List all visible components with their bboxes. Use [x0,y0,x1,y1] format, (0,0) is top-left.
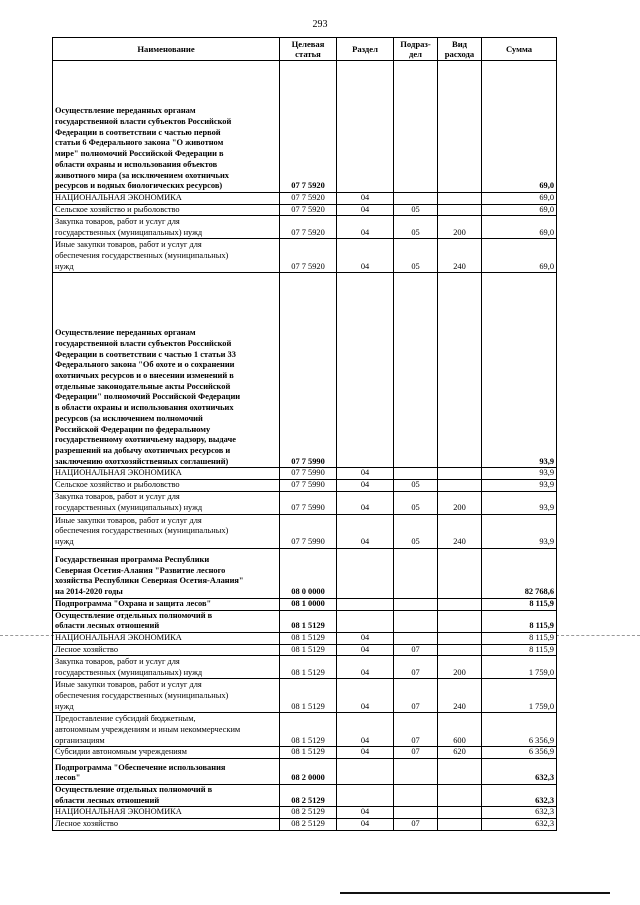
row-sum: 69,0 [482,204,557,216]
row-sum: 93,9 [482,480,557,492]
table-row [53,610,557,632]
row-name: НАЦИОНАЛЬНАЯ ЭКОНОМИКА [53,632,280,644]
row-sum: 69,0 [482,239,557,273]
table-row [53,819,557,831]
row-name: Предоставление субсидий бюджетным, автономным учреждениям и иным некоммерческим организациям [53,713,280,747]
header-name: Наименование [53,38,280,61]
row-subsection [394,468,438,480]
row-name: Иные закупки товаров, работ и услуг для обеспечения государственных (муниципальных) нужд [53,679,280,713]
row-name: Закупка товаров, работ и услуг для государственных (муниципальных) нужд [53,491,280,514]
row-section [337,61,394,193]
row-sum: 1 759,0 [482,679,557,713]
row-sum: 6 356,9 [482,713,557,747]
row-section: 04 [337,204,394,216]
row-subsection: 07 [394,747,438,759]
row-sum: 69,0 [482,193,557,205]
row-target-article: 07 7 5920 [280,204,337,216]
row-section [337,759,394,785]
row-section [337,785,394,807]
row-sum: 6 356,9 [482,747,557,759]
row-name: Подпрограмма "Охрана и защита лесов" [53,598,280,610]
row-sum: 93,9 [482,273,557,468]
row-sum: 8 115,9 [482,610,557,632]
row-expense-kind: 620 [438,747,482,759]
row-target-article: 08 1 5129 [280,713,337,747]
row-name: Закупка товаров, работ и услуг для государственных (муниципальных) нужд [53,216,280,239]
header-target-article: Целевая статья [280,38,337,61]
table-row [53,216,557,239]
row-sum: 632,3 [482,785,557,807]
row-expense-kind [438,468,482,480]
row-subsection [394,610,438,632]
row-name: НАЦИОНАЛЬНАЯ ЭКОНОМИКА [53,807,280,819]
header-expense-kind: Вид расхода [438,38,482,61]
page-number: 293 [312,19,328,30]
row-name: Подпрограмма "Обеспечение использования лесов" [53,759,280,785]
row-name: Осуществление отдельных полномочий в области лесных отношений [53,610,280,632]
table-row [53,239,557,273]
table-row [53,759,557,785]
row-section: 04 [337,656,394,679]
row-expense-kind: 600 [438,713,482,747]
row-target-article: 07 7 5920 [280,239,337,273]
table-row [53,644,557,656]
row-sum: 69,0 [482,216,557,239]
row-expense-kind [438,807,482,819]
row-name: Субсидии автономным учреждениям [53,747,280,759]
row-subsection: 05 [394,204,438,216]
row-expense-kind [438,548,482,598]
row-target-article: 08 1 5129 [280,632,337,644]
row-target-article: 07 7 5990 [280,273,337,468]
row-section: 04 [337,514,394,548]
table-row [53,598,557,610]
row-name: Сельское хозяйство и рыболовство [53,204,280,216]
header-sum: Сумма [482,38,557,61]
table-row [53,548,557,598]
row-expense-kind [438,644,482,656]
row-expense-kind: 240 [438,679,482,713]
row-subsection [394,548,438,598]
table-row [53,807,557,819]
row-sum: 632,3 [482,819,557,831]
header-subsection: Подраз- дел [394,38,438,61]
row-expense-kind: 240 [438,239,482,273]
row-sum: 93,9 [482,514,557,548]
row-target-article: 07 7 5990 [280,480,337,492]
row-name: Иные закупки товаров, работ и услуг для обеспечения государственных (муниципальных) нужд [53,239,280,273]
row-subsection [394,193,438,205]
row-name: Осуществление отдельных полномочий в области лесных отношений [53,785,280,807]
row-subsection: 05 [394,239,438,273]
row-section [337,598,394,610]
row-expense-kind [438,785,482,807]
row-target-article: 08 2 5129 [280,785,337,807]
table-row [53,785,557,807]
row-sum: 8 115,9 [482,644,557,656]
row-target-article: 08 1 5129 [280,644,337,656]
row-subsection: 05 [394,514,438,548]
row-target-article: 07 7 5990 [280,468,337,480]
row-subsection: 05 [394,480,438,492]
table-row [53,193,557,205]
row-expense-kind [438,598,482,610]
row-section: 04 [337,644,394,656]
table-row [53,468,557,480]
row-target-article: 08 2 5129 [280,819,337,831]
row-name: Сельское хозяйство и рыболовство [53,480,280,492]
row-target-article: 08 1 5129 [280,747,337,759]
row-name: Осуществление переданных органам государственной власти субъектов Российской Федерации в соответствии с частью 1 статьи 33 Федерального закона "Об охоте и о сохранении охотничьих ресурсов и о внесении изменений в отдельные законодательные акты Российской Федерации" полномочий Российской Федерации в области охраны и использования охотничьих ресурсов (за исключением полномочий Российской Федерации по федеральному государственному охотничьему надзору, выдаче разрешений на добычу охотничьих ресурсов и заключению охотхозяйственных соглашений) [53,273,280,468]
row-name: Осуществление переданных органам государственной власти субъектов Российской Федерации в соответствии с частью первой статьи 6 Федерального закона "О животном мире" полномочий Российской Федерации в области охраны и использования объектов животного мира (за исключением охотничьих ресурсов и водных биологических ресурсов) [53,61,280,193]
row-sum: 632,3 [482,759,557,785]
table-row [53,679,557,713]
table-row [53,491,557,514]
table-header-row [53,38,557,61]
row-target-article: 08 1 0000 [280,598,337,610]
header-section: Раздел [337,38,394,61]
row-section: 04 [337,480,394,492]
row-target-article: 07 7 5920 [280,193,337,205]
row-subsection [394,785,438,807]
row-target-article: 08 2 5129 [280,807,337,819]
row-name: Лесное хозяйство [53,819,280,831]
budget-table [52,37,557,831]
row-section: 04 [337,679,394,713]
row-expense-kind [438,61,482,193]
row-expense-kind: 240 [438,514,482,548]
row-subsection: 05 [394,216,438,239]
row-section: 04 [337,807,394,819]
margin-dash-left [0,635,54,636]
row-expense-kind [438,480,482,492]
row-target-article: 08 1 5129 [280,679,337,713]
row-subsection: 05 [394,491,438,514]
row-section [337,548,394,598]
row-name: НАЦИОНАЛЬНАЯ ЭКОНОМИКА [53,193,280,205]
row-subsection: 07 [394,679,438,713]
row-section: 04 [337,193,394,205]
table-row [53,273,557,468]
row-sum: 8 115,9 [482,598,557,610]
row-section [337,273,394,468]
row-target-article: 08 1 5129 [280,610,337,632]
row-section: 04 [337,713,394,747]
row-expense-kind: 200 [438,491,482,514]
row-name: НАЦИОНАЛЬНАЯ ЭКОНОМИКА [53,468,280,480]
row-subsection: 07 [394,819,438,831]
row-expense-kind [438,193,482,205]
row-sum: 93,9 [482,468,557,480]
row-expense-kind: 200 [438,656,482,679]
row-name: Государственная программа Республики Северная Осетия-Алания "Развитие лесного хозяйства Республики Северная Осетия-Алания" на 2014-2020 годы [53,548,280,598]
row-subsection [394,273,438,468]
footer-rule [340,892,610,894]
row-section: 04 [337,468,394,480]
row-section [337,610,394,632]
row-name: Иные закупки товаров, работ и услуг для обеспечения государственных (муниципальных) нужд [53,514,280,548]
row-expense-kind: 200 [438,216,482,239]
table-row [53,747,557,759]
row-section: 04 [337,239,394,273]
table-row [53,656,557,679]
row-sum: 1 759,0 [482,656,557,679]
row-target-article: 07 7 5990 [280,491,337,514]
row-section: 04 [337,632,394,644]
row-section: 04 [337,216,394,239]
row-sum: 93,9 [482,491,557,514]
table-row [53,61,557,193]
row-section: 04 [337,819,394,831]
table-row [53,480,557,492]
row-sum: 8 115,9 [482,632,557,644]
row-subsection [394,807,438,819]
row-target-article: 07 7 5920 [280,61,337,193]
row-subsection [394,759,438,785]
row-name: Лесное хозяйство [53,644,280,656]
row-subsection [394,598,438,610]
row-subsection: 07 [394,656,438,679]
table-row [53,713,557,747]
row-expense-kind [438,759,482,785]
row-subsection: 07 [394,713,438,747]
row-subsection: 07 [394,644,438,656]
row-expense-kind [438,610,482,632]
margin-dash-right [556,635,640,636]
row-sum: 69,0 [482,61,557,193]
row-target-article: 08 0 0000 [280,548,337,598]
row-section: 04 [337,747,394,759]
row-name: Закупка товаров, работ и услуг для государственных (муниципальных) нужд [53,656,280,679]
row-subsection [394,632,438,644]
row-target-article: 08 2 0000 [280,759,337,785]
row-expense-kind [438,819,482,831]
row-sum: 82 768,6 [482,548,557,598]
row-target-article: 07 7 5920 [280,216,337,239]
row-expense-kind [438,273,482,468]
row-target-article: 08 1 5129 [280,656,337,679]
row-subsection [394,61,438,193]
row-expense-kind [438,204,482,216]
row-expense-kind [438,632,482,644]
row-target-article: 07 7 5990 [280,514,337,548]
table-row [53,632,557,644]
table-row [53,514,557,548]
row-sum: 632,3 [482,807,557,819]
table-row [53,204,557,216]
row-section: 04 [337,491,394,514]
